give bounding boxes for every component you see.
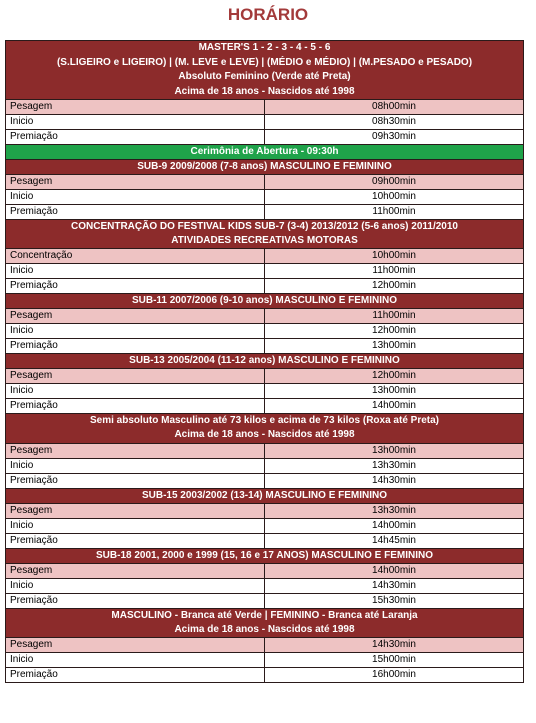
- section-header-row: [6, 488, 524, 503]
- activity-time: 13h00min: [265, 339, 524, 354]
- schedule-row: [6, 503, 524, 518]
- section-header-row: [6, 55, 524, 70]
- schedule-row: [6, 339, 524, 354]
- activity-label: Inicio: [6, 114, 265, 129]
- activity-label: Premiação: [6, 399, 265, 414]
- schedule-row: [6, 652, 524, 667]
- section-header-text: SUB-11 2007/2006 (9-10 anos) MASCULINO E FEMININO: [6, 294, 524, 309]
- activity-label: Inicio: [6, 264, 265, 279]
- section-header-row: [6, 354, 524, 369]
- activity-time: 13h30min: [265, 458, 524, 473]
- activity-label: Premiação: [6, 339, 265, 354]
- activity-time: 10h00min: [265, 249, 524, 264]
- section-header-text: SUB-9 2009/2008 (7-8 anos) MASCULINO E FEMININO: [6, 159, 524, 174]
- schedule-row: [6, 204, 524, 219]
- section-header-row: [6, 608, 524, 623]
- section-header-row: [6, 234, 524, 249]
- activity-label: Concentração: [6, 249, 265, 264]
- section-header-row: [6, 294, 524, 309]
- activity-label: Inicio: [6, 189, 265, 204]
- section-header-text: (S.LIGEIRO e LIGEIRO) | (M. LEVE e LEVE) | (MÉDIO e MÉDIO) | (M.PESADO e PESADO): [6, 55, 524, 70]
- activity-label: Premiação: [6, 593, 265, 608]
- activity-label: Pesagem: [6, 443, 265, 458]
- section-header-row: [6, 70, 524, 85]
- activity-label: Inicio: [6, 578, 265, 593]
- schedule-row: [6, 667, 524, 682]
- section-header-text: SUB-15 2003/2002 (13-14) MASCULINO E FEMININO: [6, 488, 524, 503]
- page-title: HORÁRIO: [227, 5, 309, 24]
- section-header-text: Semi absoluto Masculino até 73 kilos e acima de 73 kilos (Roxa até Preta): [6, 414, 524, 429]
- schedule-row: [6, 129, 524, 144]
- activity-time: 14h30min: [265, 578, 524, 593]
- schedule-row: [6, 309, 524, 324]
- section-header-text: Absoluto Feminino (Verde até Preta): [6, 70, 524, 85]
- section-header-text: ATIVIDADES RECREATIVAS MOTORAS: [6, 234, 524, 249]
- schedule-row: [6, 563, 524, 578]
- activity-label: Inicio: [6, 652, 265, 667]
- section-header-text: Acima de 18 anos - Nascidos até 1998: [6, 85, 524, 100]
- section-header-row: [6, 159, 524, 174]
- activity-time: 14h00min: [265, 518, 524, 533]
- schedule-row: [6, 174, 524, 189]
- schedule-row: [6, 593, 524, 608]
- activity-time: 09h00min: [265, 174, 524, 189]
- schedule-row: [6, 443, 524, 458]
- activity-time: 11h00min: [265, 264, 524, 279]
- schedule-row: [6, 578, 524, 593]
- activity-time: 09h30min: [265, 129, 524, 144]
- schedule-row: [6, 249, 524, 264]
- activity-label: Premiação: [6, 667, 265, 682]
- activity-time: 16h00min: [265, 667, 524, 682]
- activity-label: Premiação: [6, 129, 265, 144]
- section-header-row: [6, 219, 524, 234]
- activity-time: 11h00min: [265, 204, 524, 219]
- activity-time: 12h00min: [265, 369, 524, 384]
- activity-label: Pesagem: [6, 369, 265, 384]
- activity-time: 15h30min: [265, 593, 524, 608]
- activity-label: Pesagem: [6, 99, 265, 114]
- section-header-row: [6, 548, 524, 563]
- activity-label: Premiação: [6, 533, 265, 548]
- activity-time: 12h00min: [265, 279, 524, 294]
- section-header-text: Acima de 18 anos - Nascidos até 1998: [6, 623, 524, 638]
- ceremony-row: [6, 144, 524, 159]
- activity-label: Premiação: [6, 204, 265, 219]
- section-header-row: [6, 623, 524, 638]
- schedule-row: [6, 324, 524, 339]
- ceremony-text: Cerimônia de Abertura - 09:30h: [6, 144, 524, 159]
- section-header-text: MASTER'S 1 - 2 - 3 - 4 - 5 - 6: [6, 41, 524, 56]
- schedule-row: [6, 518, 524, 533]
- activity-label: Pesagem: [6, 563, 265, 578]
- activity-time: 14h00min: [265, 563, 524, 578]
- activity-time: 12h00min: [265, 324, 524, 339]
- schedule-row: [6, 458, 524, 473]
- activity-label: Premiação: [6, 473, 265, 488]
- activity-time: 14h30min: [265, 637, 524, 652]
- schedule-row: [6, 473, 524, 488]
- schedule-row: [6, 114, 524, 129]
- section-header-text: CONCENTRAÇÃO DO FESTIVAL KIDS SUB-7 (3-4) 2013/2012 (5-6 anos) 2011/2010: [6, 219, 524, 234]
- schedule-row: [6, 99, 524, 114]
- section-header-text: Acima de 18 anos - Nascidos até 1998: [6, 428, 524, 443]
- activity-label: Pesagem: [6, 309, 265, 324]
- activity-label: Inicio: [6, 384, 265, 399]
- section-header-row: [6, 85, 524, 100]
- schedule-row: [6, 189, 524, 204]
- activity-label: Inicio: [6, 518, 265, 533]
- activity-time: 11h00min: [265, 309, 524, 324]
- activity-time: 13h30min: [265, 503, 524, 518]
- schedule-row: [6, 637, 524, 652]
- activity-time: 13h00min: [265, 443, 524, 458]
- activity-time: 15h00min: [265, 652, 524, 667]
- schedule-row: [6, 264, 524, 279]
- schedule-table: [5, 40, 524, 683]
- activity-time: 14h45min: [265, 533, 524, 548]
- schedule-row: [6, 399, 524, 414]
- activity-time: 13h00min: [265, 384, 524, 399]
- activity-label: Inicio: [6, 324, 265, 339]
- activity-label: Pesagem: [6, 503, 265, 518]
- activity-label: Pesagem: [6, 637, 265, 652]
- activity-time: 10h00min: [265, 189, 524, 204]
- section-header-text: MASCULINO - Branca até Verde | FEMININO - Branca até Laranja: [6, 608, 524, 623]
- section-header-row: [6, 41, 524, 56]
- activity-label: Premiação: [6, 279, 265, 294]
- schedule-row: [6, 384, 524, 399]
- schedule-row: [6, 369, 524, 384]
- section-header-text: SUB-13 2005/2004 (11-12 anos) MASCULINO E FEMININO: [6, 354, 524, 369]
- activity-time: 14h30min: [265, 473, 524, 488]
- schedule-row: [6, 533, 524, 548]
- section-header-text: SUB-18 2001, 2000 e 1999 (15, 16 e 17 ANOS) MASCULINO E FEMININO: [6, 548, 524, 563]
- section-header-row: [6, 414, 524, 429]
- activity-label: Inicio: [6, 458, 265, 473]
- activity-time: 08h30min: [265, 114, 524, 129]
- activity-time: 14h00min: [265, 399, 524, 414]
- activity-time: 08h00min: [265, 99, 524, 114]
- schedule-row: [6, 279, 524, 294]
- activity-label: Pesagem: [6, 174, 265, 189]
- section-header-row: [6, 428, 524, 443]
